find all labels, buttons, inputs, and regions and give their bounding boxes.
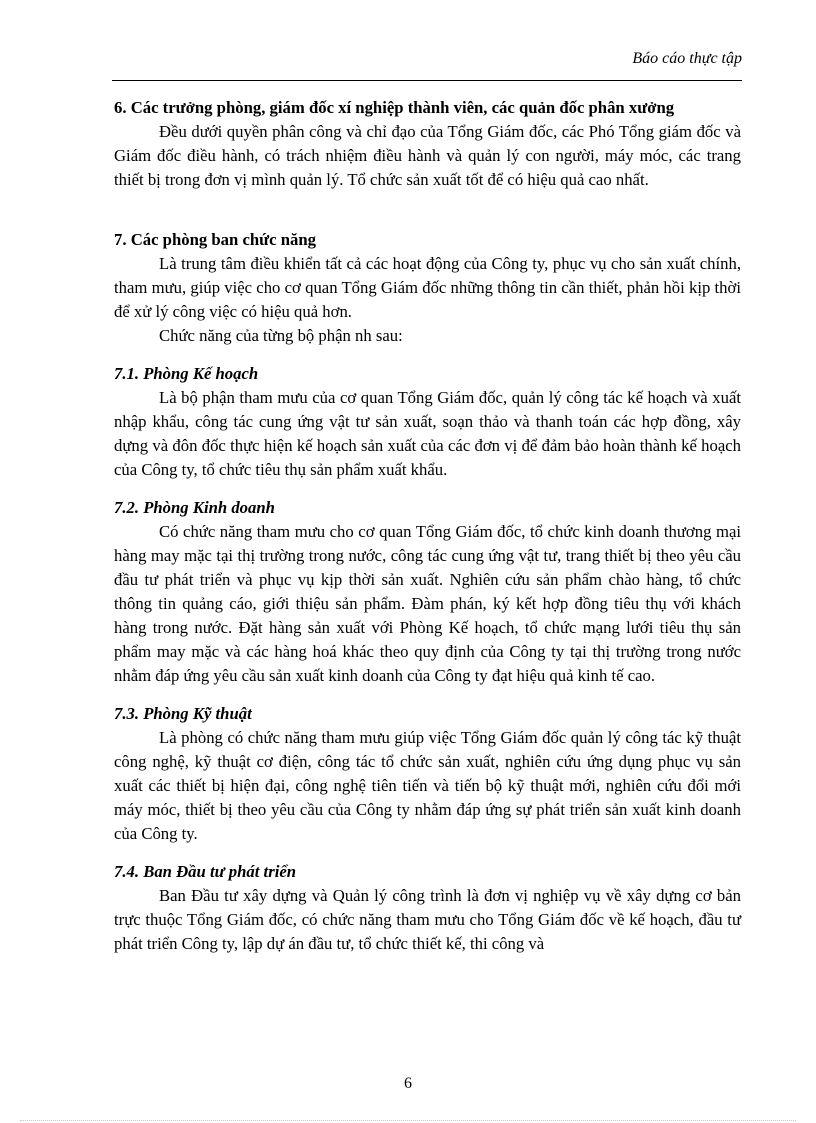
section-7-paragraph: Là trung tâm điều khiển tất cả các hoạt động của Công ty, phục vụ cho sản xuất chính, tham mưu, giúp việc cho cơ quan Tổng Giám đốc những thông tin cần thiết, phản hồi kịp thời để xử lý công việc có hiệu quả hơn.: [114, 254, 741, 321]
spacer: [114, 216, 741, 228]
section-7-3-heading: 7.3. Phòng Kỹ thuật: [114, 704, 252, 723]
section-7-4-paragraph: Ban Đầu tư xây dựng và Quản lý công trình là đơn vị nghiệp vụ về xây dựng cơ bản trực thuộc Tổng Giám đốc, có chức năng tham mưu cho Tổng Giám đốc về kế hoạch, đầu tư phát triển Công ty, lập dự án đầu tư, tổ chức thiết kế, thi công và: [114, 886, 741, 953]
spacer: [114, 846, 741, 860]
spacer: [114, 688, 741, 702]
section-7-paragraph: Chức năng của từng bộ phận nh sau:: [159, 326, 403, 345]
spacer: [114, 348, 741, 362]
section-6-paragraph: Đều dưới quyền phân công và chỉ đạo của Tổng Giám đốc, các Phó Tổng giám đốc và Giám đốc điều hành, có trách nhiệm điều hành và quản lý con người, máy móc, các trang thiết bị trong đơn vị mình quản lý. Tổ chức sản xuất tốt để có hiệu quả cao nhất.: [114, 122, 741, 189]
section-7-1-heading: 7.1. Phòng Kế hoạch: [114, 364, 259, 383]
section-7-2-paragraph: Có chức năng tham mưu cho cơ quan Tổng Giám đốc, tổ chức kinh doanh thương mại hàng may mặc tại thị trường trong nước, công tác cung ứng vật tư, trang thiết bị theo yêu cầu đầu tư phát triển và phục vụ kịp thời sản xuất. Nghiên cứu sản phẩm chào hàng, tổ chức thông tin quảng cáo, giới thiệu sản phẩm. Đàm phán, ký kết hợp đồng tiêu thụ với khách hàng trong nước. Đặt hàng sản xuất với Phòng Kế hoạch, tổ chức mạng lưới tiêu thụ sản phẩm may mặc và các hàng hoá khác theo quy định của Công ty tại thị trường trong nước nhằm đáp ứng yêu cầu sản xuất kinh doanh của Công ty đạt hiệu quả kinh tế cao.: [114, 522, 741, 685]
section-7-1-paragraph: Là bộ phận tham mưu của cơ quan Tổng Giám đốc, quản lý công tác kế hoạch và xuất nhập khẩu, công tác cung ứng vật tư sản xuất, soạn thảo và thanh toán các hợp đồng, xây dựng và đôn đốc thực hiện kế hoạch sản xuất của các đơn vị để đảm bảo hoàn thành kế hoạch của Công ty, tổ chức tiêu thụ sản phẩm xuất khẩu.: [114, 388, 741, 479]
section-7-4-heading: 7.4. Ban Đầu tư phát triển: [114, 862, 297, 881]
section-6-heading: 6. Các trưởng phòng, giám đốc xí nghiệp thành viên, các quản đốc phân xưởng: [114, 98, 675, 117]
page-number: 6: [404, 1075, 412, 1092]
section-7-heading: 7. Các phòng ban chức năng: [114, 230, 316, 249]
page-bottom-border: [20, 1120, 796, 1121]
spacer: [114, 482, 741, 496]
running-header: Báo cáo thực tập: [632, 50, 742, 67]
section-7-3-paragraph: Là phòng có chức năng tham mưu giúp việc Tổng Giám đốc quản lý công tác kỹ thuật công nghệ, kỹ thuật cơ điện, công tác tổ chức sản xuất, nghiên cứu ứng dụng phục vụ sản xuất các thiết bị hiện đại, công nghệ tiên tiến và tiến bộ kỹ thuật mới, nghiên cứu đổi mới máy móc, thiết bị theo yêu cầu của Công ty nhằm đáp ứng sự phát triển sản xuất kinh doanh của Công ty.: [114, 728, 741, 843]
header-divider: [112, 80, 742, 81]
document-body: [114, 96, 741, 956]
section-7-2-heading: 7.2. Phòng Kinh doanh: [114, 498, 275, 517]
spacer: [114, 192, 741, 216]
